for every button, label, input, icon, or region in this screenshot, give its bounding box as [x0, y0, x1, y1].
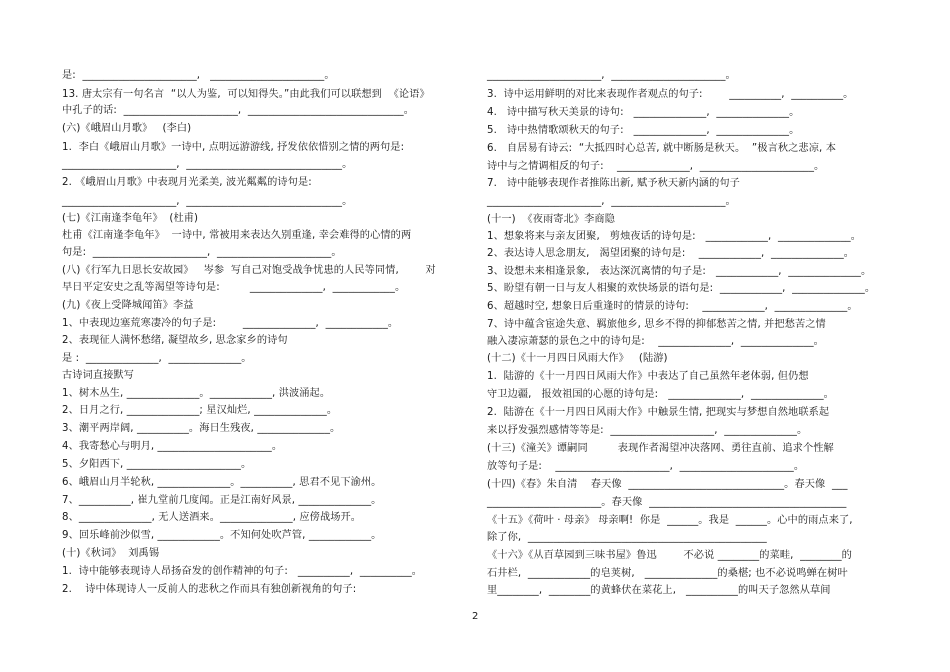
text-line: 杜甫《江南逢李龟年》 一诗中, 常被用来表达久别重逢, 幸会难得的心情的两 — [62, 230, 412, 241]
text-line: (九)《夜上受降城闻笛》李益 — [62, 300, 194, 311]
text-line: 4、我寄愁心与明月, ______________________。 — [62, 441, 283, 452]
text-line: 1、中表现边塞荒寒凄冷的句子是: ______________, ____________。 — [62, 318, 399, 329]
text-line: 诗中与之情调相反的句子: ______________, ______________________。 — [487, 161, 825, 172]
text-line: 1. 诗中能够表现诗人昂扬奋发的创作精神的句子: __________, __________。 — [62, 566, 423, 577]
text-line: 2. 陆游在《十一月四日风雨大作》中触景生情, 把现实与梦想自然地联系起 — [487, 407, 830, 418]
text-line: 1、想象将来与亲友团聚, 剪烛夜话的诗句是: ____________, ______________。 — [487, 231, 861, 242]
text-line: 1. 李白《峨眉山月歌》一诗中, 点明远游游线, 抒发依依惜别之情的两句是: — [62, 142, 405, 153]
text-line: 里________, ________的黄蜂伏在菜花上, __________的叫天子忽然从草间 — [487, 585, 831, 596]
text-line: 13. 唐太宗有一句名言 “以人为鉴, 可以知得失。”由此我们可以联想到 《论语》 — [62, 89, 430, 100]
text-line: 7. 诗中能够表现作者推陈出新, 赋予秋天新内涵的句子 — [487, 178, 740, 189]
text-line: 来以抒发强烈感情等等是: ____________________, ______________。 — [487, 425, 808, 436]
text-line: 句是: ______________________, ______________________。 — [62, 247, 342, 258]
text-line: 7、__________, 崔九堂前几度闻。正是江南好风景, ______________。 — [62, 495, 382, 506]
text-line: 石井栏, ____________的皂荚树, ______________的桑椹; 也不必说鸣蝉在树叶 — [487, 568, 848, 579]
text-line: 《十六》《从百草园到三味书屋》鲁迅 不必说 ________的菜畦, ________的 — [487, 550, 852, 561]
text-line: 2. 《峨眉山月歌》中表现月光柔美, 波光粼粼的诗句是: — [62, 177, 312, 188]
text-line: 早日平定安史之乱等渴望等诗句是: ______________, ____________。 — [62, 282, 406, 293]
text-line: 除了你, ______________________________________________ — [487, 532, 767, 543]
text-line: 放等句子是: ______________________, ______________________。 — [487, 461, 805, 472]
text-line: 2. 诗中体现诗人一反前人的悲秋之作而具有独创新视角的句子: — [62, 584, 357, 595]
text-line: 6. 自居易有诗云: “大抵四时心总苦, 就中断肠是秋天。 ”极言秋之悲凉, 本 — [487, 143, 836, 154]
text-line: (八)《行军九日思长安故园》 岑参 写自己对饱受战争忧患的人民等同情, 对 — [62, 265, 436, 276]
text-line: 5、夕阳西下, ______________________。 — [62, 459, 252, 470]
text-line: (十二)《十一月四日风雨大作》 (陆游) — [487, 353, 668, 364]
text-line: 3、潮平两岸阔, __________。海日生残夜, ______________。 — [62, 423, 341, 434]
text-line: 2、日月之行, ______________; 星汉灿烂, ______________。 — [62, 405, 338, 416]
text-line: 3. 诗中运用鲜明的对比来表现作者观点的句子: __________, __________。 — [487, 89, 854, 100]
text-line: 5. 诗中热情歌颂秋天的句子: ______________, ______________。 — [487, 125, 800, 136]
text-line: ______________________, ______________________________。 — [62, 159, 353, 170]
text-line: 《十五》《荷叶 · 母亲》 母亲啊! 你是 ______。我是 ______。心中的雨点来了, — [487, 515, 853, 526]
text-line: 古诗词直接默写 — [62, 370, 135, 381]
text-line: 2、表现征人满怀愁绪, 凝望故乡, 思念家乡的诗句 — [62, 335, 288, 346]
text-line: 是: ______________________, ______________________。 — [62, 70, 335, 81]
text-line: (十三)《潼关》谭嗣同 表现作者渴望冲决落网、勇往直前、追求个性解 — [487, 443, 834, 454]
text-line: ______________________, ______________________。 — [487, 70, 736, 81]
text-line: (十四)《春》朱自清 春天像 ______________________________。春天像 ___ — [487, 479, 848, 490]
text-line: ______________________。春天像 ______________________________________ — [487, 497, 847, 508]
text-line: 6、峨眉山月半轮秋, ______________。__________, 思君不见下渝州。 — [62, 477, 382, 488]
text-line: 8、______________, 无人送酒来。______________, 应傍战场开。 — [62, 512, 362, 523]
text-line: 6、超越时空, 想象日后重逢时的情景的诗句: ____________, ______________。 — [487, 301, 858, 312]
text-line: (六)《峨眉山月歌》 (李白) — [62, 123, 192, 134]
text-line: 5、盼望有朝一日与友人相聚的欢快场景的语句是: ____________, ______________。 — [487, 283, 876, 294]
text-line: 是 : ______________, ______________。 — [62, 353, 252, 364]
text-line: 7、诗中蕴含宦途失意、羁旅他乡, 思乡不得的抑郁愁苦之情, 并把愁苦之情 — [487, 319, 826, 330]
text-line: (七)《江南逢李龟年》 (杜甫) — [62, 213, 199, 224]
text-line: 守卫边疆, 报效祖国的心愿的诗句是: ______________, ______________。 — [487, 389, 834, 400]
text-line: 融入凄凉萧瑟的景色之中的诗句是: ______________, ______________。 — [487, 336, 824, 347]
text-line: ______________________, ______________________。 — [487, 196, 736, 207]
text-line: 1. 陆游的《十一月四日风雨大作》中表达了自己虽然年老体弱, 但仍想 — [487, 371, 809, 382]
text-line: 1、树木丛生, ______________。____________, 洪波涌起。 — [62, 388, 331, 399]
text-line: 3、设想未来相逢景象, 表达深沉离情的句子是: ____________, ______________。 — [487, 266, 872, 277]
text-line: 2、表达诗人思念朋友, 渴望团聚的诗句是: ____________, ______________。 — [487, 248, 855, 259]
text-line: ______________________, ______________________________。 — [62, 196, 353, 207]
page-number: 2 — [472, 611, 479, 622]
text-line: (十)《秋词》 刘禹锡 — [62, 548, 160, 559]
text-line: (十一) 《夜雨寄北》李商隐 — [487, 214, 615, 225]
text-line: 4. 诗中描写秋天美景的诗句: ______________, ______________。 — [487, 107, 800, 118]
text-line: 9、回乐峰前沙似雪, ____________。不知何处吹芦管, ____________。 — [62, 530, 382, 541]
text-line: 中孔子的话: ______________________, ______________________________。 — [62, 105, 415, 116]
